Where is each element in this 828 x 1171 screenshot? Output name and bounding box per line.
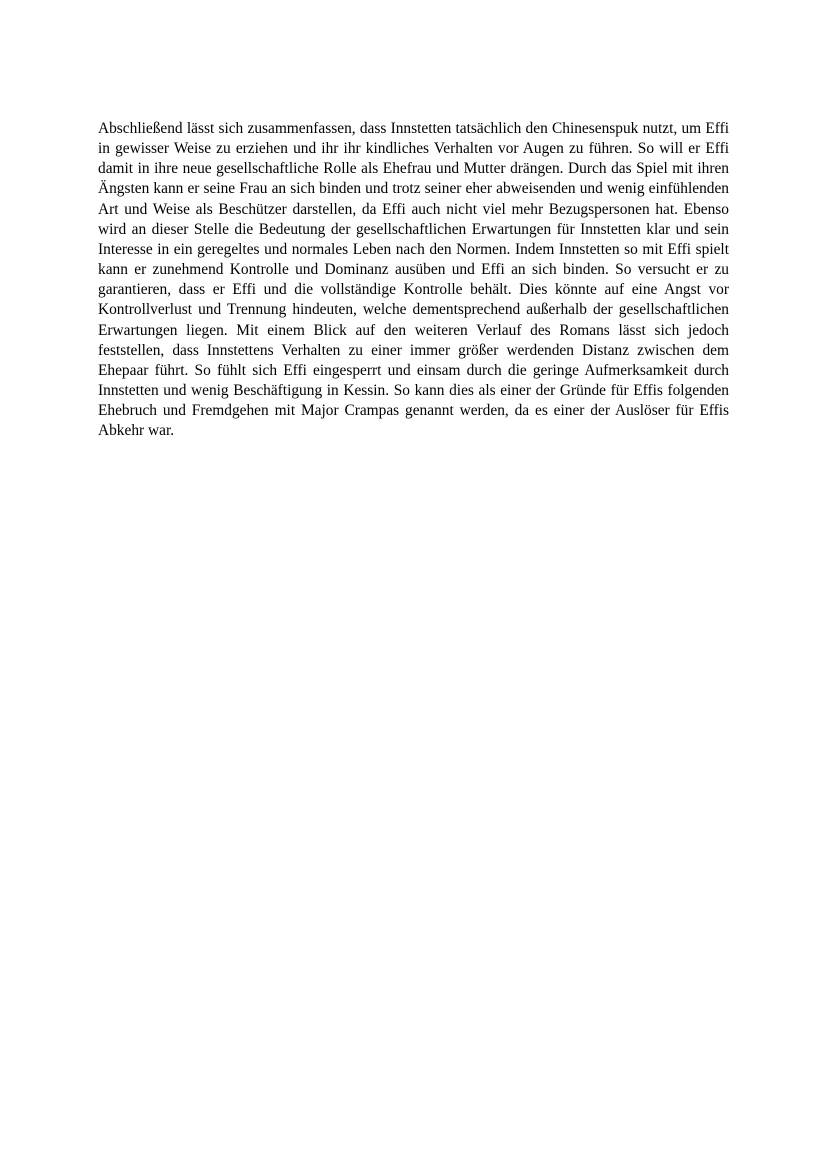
conclusion-paragraph: Abschließend lässt sich zusammenfassen, dass Innstetten tatsächlich den Chinesenspuk nutzt, um Effi in gewisser Weise zu erziehen und ihr ihr kindliches Verhalten vor Augen zu führen. So will er Effi damit in ihre neue gesellschaftliche Rolle als Ehefrau und Mutter drängen. Durch das Spiel mit ihren Ängsten kann er seine Frau an sich binden und trotz seiner eher abweisenden und wenig einfühlenden Art und Weise als Beschützer darstellen, da Effi auch nicht viel mehr Bezugspersonen hat. Ebenso wird an dieser Stelle die Bedeutung der gesellschaftlichen Erwartungen für Innstetten klar und sein Interesse in ein geregeltes und normales Leben nach den Normen. Indem Innstetten so mit Effi spielt kann er zunehmend Kontrolle und Dominanz ausüben und Effi an sich binden. So versucht er zu garantieren, dass er Effi und die vollständige Kontrolle behält. Dies könnte auf eine Angst vor Kontrollverlust und Trennung hindeuten, welche dementsprechend außerhalb der gesellschaftlichen Erwartungen liegen. Mit einem Blick auf den weiteren Verlauf des Romans lässt sich jedoch feststellen, dass Innstettens Verhalten zu einer immer größer werdenden Distanz zwischen dem Ehepaar führt. So fühlt sich Effi eingesperrt und einsam durch die geringe Aufmerksamkeit durch Innstetten und wenig Beschäftigung in Kessin. So kann dies als einer der Gründe für Effis folgenden Ehebruch und Fremdgehen mit Major Crampas genannt werden, da es einer der Auslöser für Effis Abkehr war.: [98, 120, 729, 440]
document-body: [98, 119, 729, 442]
